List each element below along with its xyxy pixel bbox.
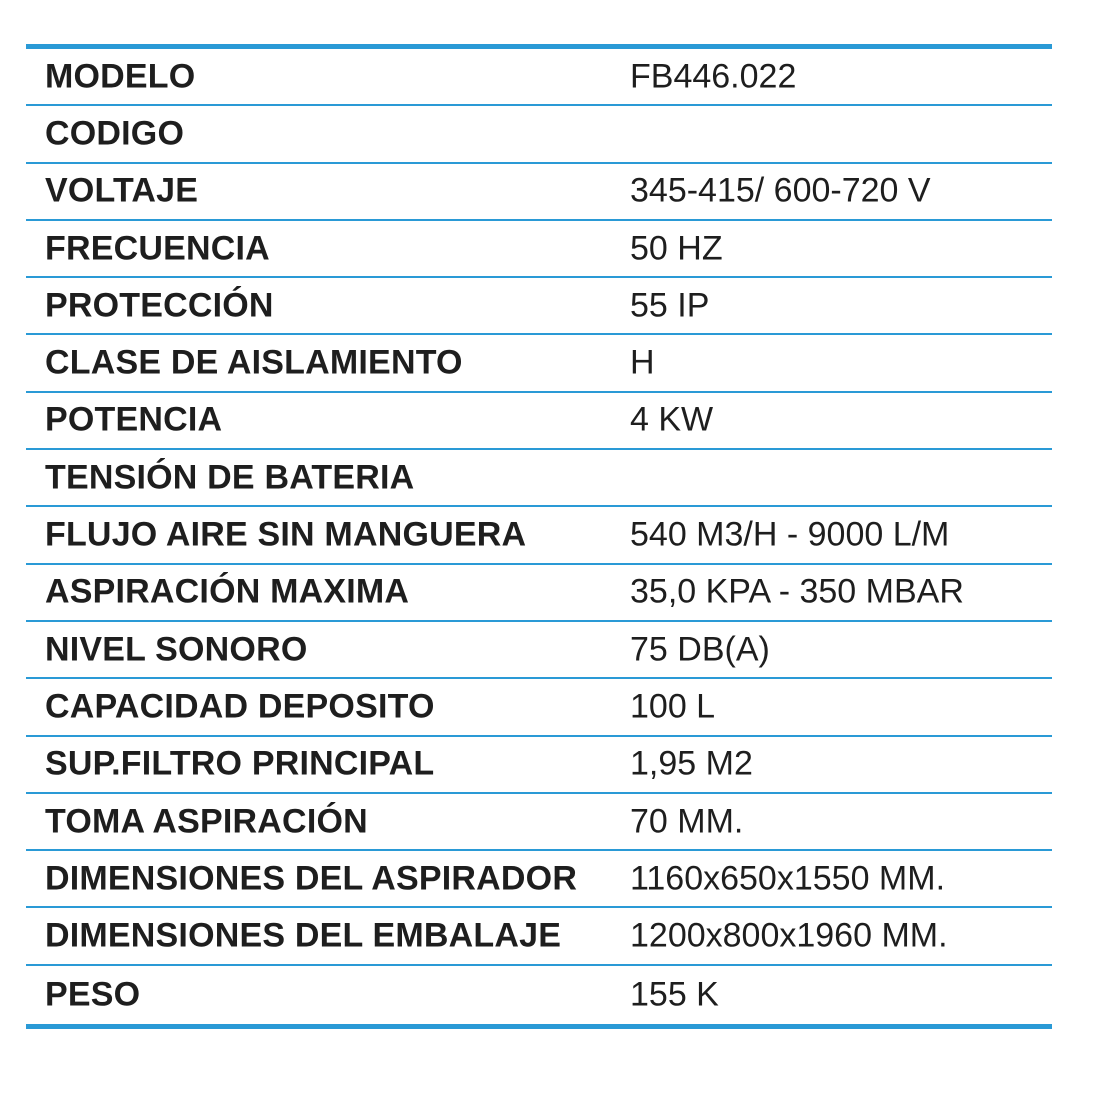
spec-label: DIMENSIONES DEL ASPIRADOR — [45, 859, 578, 898]
spec-value: 155 K — [630, 975, 719, 1014]
spec-label: FLUJO AIRE SIN MANGUERA — [45, 515, 527, 554]
spec-value: H — [630, 343, 655, 382]
spec-label: DIMENSIONES DEL EMBALAJE — [45, 916, 562, 955]
spec-label: PESO — [45, 975, 141, 1014]
spec-value: 75 DB(A) — [630, 630, 770, 669]
spec-value: FB446.022 — [630, 57, 797, 96]
spec-rows — [26, 49, 1052, 1024]
spec-value: 345-415/ 600-720 V — [630, 171, 931, 210]
spec-label: FRECUENCIA — [45, 229, 270, 268]
spec-label: SUP.FILTRO PRINCIPAL — [45, 744, 435, 783]
spec-label: TENSIÓN DE BATERIA — [45, 458, 415, 497]
spec-value: 50 HZ — [630, 229, 723, 268]
spec-label: NIVEL SONORO — [45, 630, 308, 669]
spec-label: MODELO — [45, 57, 196, 96]
spec-label: POTENCIA — [45, 400, 223, 439]
spec-table — [26, 44, 1052, 1029]
spec-label: CAPACIDAD DEPOSITO — [45, 687, 435, 726]
spec-row — [26, 49, 1052, 106]
spec-row — [26, 106, 1052, 163]
spec-value: 70 MM. — [630, 802, 744, 840]
spec-value: 55 IP — [630, 286, 710, 325]
spec-row — [26, 507, 1052, 564]
spec-row — [26, 221, 1052, 278]
spec-row — [26, 622, 1052, 679]
spec-row — [26, 794, 1052, 851]
spec-row — [26, 335, 1052, 392]
spec-label: PROTECCIÓN — [45, 286, 274, 325]
bottom-rule — [26, 1024, 1052, 1029]
spec-value: 1160x650x1550 MM. — [630, 859, 946, 898]
spec-row — [26, 851, 1052, 908]
spec-label: TOMA ASPIRACIÓN — [45, 802, 368, 840]
spec-value: 35,0 KPA - 350 MBAR — [630, 572, 964, 611]
spec-row — [26, 966, 1052, 1024]
spec-row — [26, 679, 1052, 736]
spec-value: 540 M3/H - 9000 L/M — [630, 515, 950, 554]
spec-row — [26, 450, 1052, 507]
spec-row — [26, 565, 1052, 622]
spec-row — [26, 737, 1052, 794]
spec-label: CLASE DE AISLAMIENTO — [45, 343, 463, 382]
spec-value: 1,95 M2 — [630, 744, 753, 783]
spec-value: 4 KW — [630, 400, 714, 439]
spec-value: 100 L — [630, 687, 716, 726]
spec-value: 1200x800x1960 MM. — [630, 916, 948, 955]
spec-label: VOLTAJE — [45, 171, 199, 210]
spec-row — [26, 278, 1052, 335]
spec-row — [26, 164, 1052, 221]
spec-row — [26, 393, 1052, 450]
spec-row — [26, 908, 1052, 965]
spec-label: ASPIRACIÓN MAXIMA — [45, 572, 410, 611]
spec-label: CODIGO — [45, 114, 185, 153]
